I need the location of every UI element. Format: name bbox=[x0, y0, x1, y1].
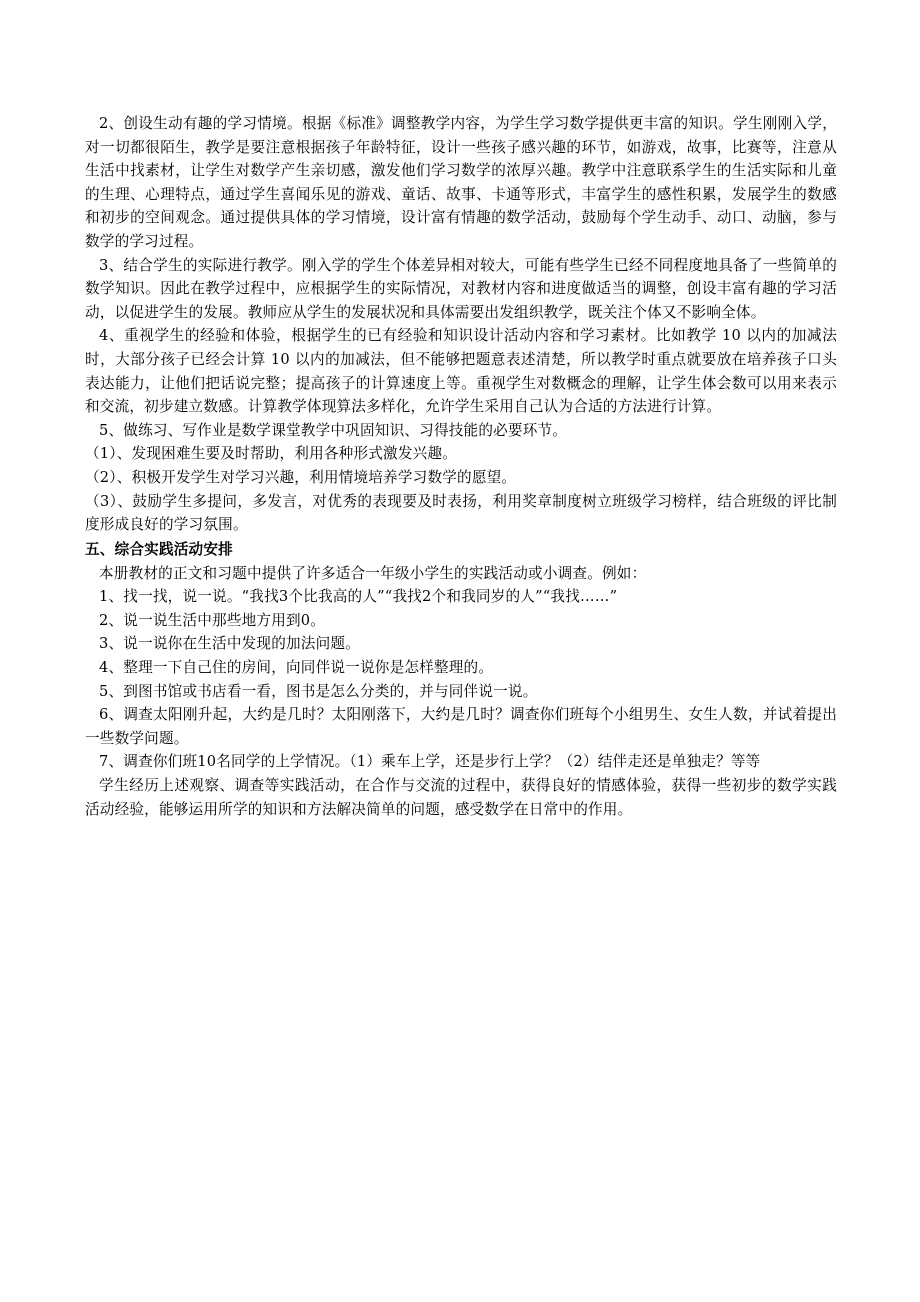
activity-item-5: 5、到图书馆或书店看一看，图书是怎么分类的，并与同伴说一说。 bbox=[99, 682, 538, 700]
activity-item-2: 2、说一说生活中那些地方用到0。 bbox=[99, 611, 326, 629]
section-heading: 五、综合实践活动安排 bbox=[85, 540, 233, 558]
activity-item-3: 3、说一说你在生活中发现的加法问题。 bbox=[99, 635, 360, 653]
intro-paragraph: 本册教材的正文和习题中提供了许多适合一年级小学生的实践活动或小调查。例如： bbox=[99, 564, 647, 582]
activity-item-7: 7、调查你们班10名同学的上学情况。（1）乘车上学，还是步行上学？（2）结伴走还是单独走？等等 bbox=[99, 753, 761, 771]
activity-item-4: 4、整理一下自己住的房间，向同伴说一说你是怎样整理的。 bbox=[99, 659, 494, 677]
paragraph-item-5: 5、做练习、写作业是数学课堂教学中巩固知识、习得技能的必要环节。 bbox=[99, 421, 568, 439]
sub-item-1: （1）、发现困难生要及时帮助，利用各种形式激发兴趣。 bbox=[85, 445, 458, 463]
summary-paragraph: 学生经历上述观察、调查等实践活动，在合作与交流的过程中，获得良好的情感体验，获得一些初步的数学实践活动经验，能够运用所学的知识和方法解决简单的问题，感受数学在日常中的作用。 bbox=[85, 777, 837, 818]
activity-item-1: 1、找一找，说一说。“我找3个比我高的人”“我找2个和我同岁的人”“我找……” bbox=[99, 588, 618, 606]
sub-item-3: （3）、鼓励学生多提问，多发言，对优秀的表现要及时表扬，利用奖章制度树立班级学习榜样，结合班级的评比制度形成良好的学习氛围。 bbox=[85, 492, 837, 534]
paragraph-item-3: 3、结合学生的实际进行教学。刚入学的学生个体差异相对较大，可能有些学生已经不同程度地具备了一些简单的数学知识。因此在教学过程中，应根据学生的实际情况，对教材内容和进度做适当的调整，创设丰富有趣的学习活动，以促进学生的发展。教师应从学生的发展状况和具体需要出发组织教学，既关注个体又不影响全体。 bbox=[85, 256, 837, 321]
document-page bbox=[85, 112, 837, 821]
sub-item-2: （2）、积极开发学生对学习兴趣，利用情境培养学习数学的愿望。 bbox=[85, 468, 517, 486]
paragraph-item-4: 4、重视学生的经验和体验，根据学生的已有经验和知识设计活动内容和学习素材。比如教学 10 以内的加减法时，大部分孩子已经会计算 10 以内的加减法，但不能够把题意表述清楚，所以教学时重点就要放在培养孩子口头表达能力，让他们把话说完整；提高孩子的计算速度上等。重视学生对数概念的理解，让学生体会数可以用来表示和交流，初步建立数感。计算教学体现算法多样化，允许学生采用自己认为合适的方法进行计算。 bbox=[85, 327, 837, 416]
activity-item-6: 6、调查太阳刚升起，大约是几时？太阳刚落下，大约是几时？调查你们班每个小组男生、女生人数，并试着提出一些数学问题。 bbox=[85, 706, 837, 747]
paragraph-item-2: 2、创设生动有趣的学习情境。根据《标准》调整教学内容，为学生学习数学提供更丰富的知识。学生刚刚入学，对一切都很陌生，教学是要注意根据孩子年龄特征，设计一些孩子感兴趣的环节，如游戏，故事，比赛等，注意从生活中找素材，让学生对数学产生亲切感，激发他们学习数学的浓厚兴趣。教学中注意联系学生的生活实际和儿童的生理、心理特点，通过学生喜闻乐见的游戏、童话、故事、卡通等形式，丰富学生的感性积累，发展学生的数感和初步的空间观念。通过提供具体的学习情境，设计富有情趣的数学活动，鼓励每个学生动手、动口、动脑，参与数学的学习过程。 bbox=[85, 115, 837, 250]
